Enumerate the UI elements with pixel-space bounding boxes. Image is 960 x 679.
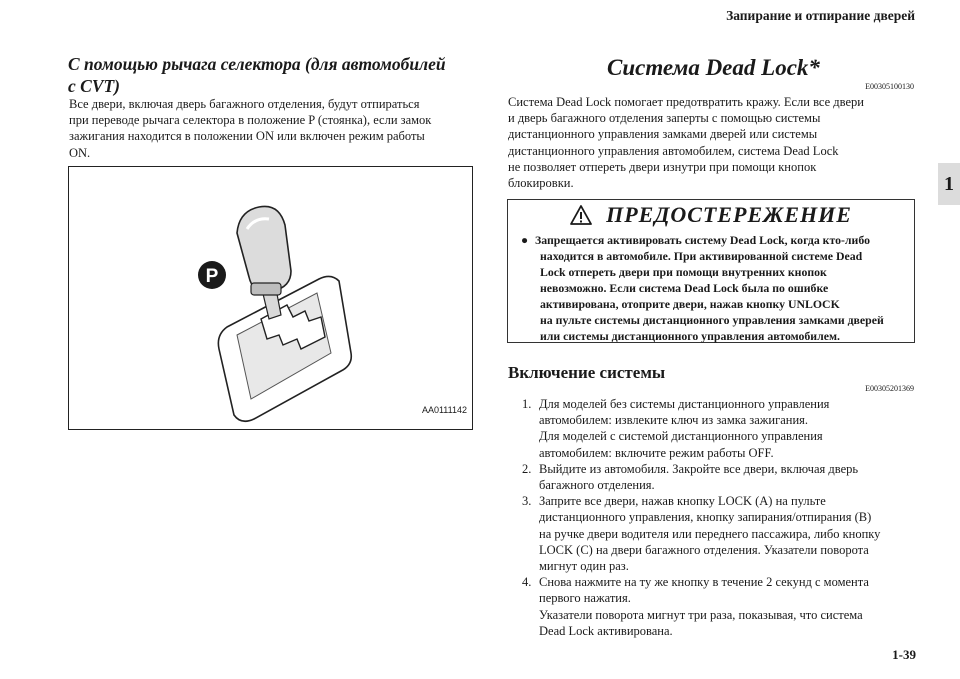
- text-line: Выйдите из автомобиля. Закройте все двери, включая дверь: [539, 461, 859, 476]
- section-title-dead-lock: Система Dead Lock*: [607, 55, 820, 80]
- chapter-tab: 1: [938, 163, 960, 205]
- dead-lock-paragraph: [508, 94, 918, 191]
- section-code: E00305100130: [865, 82, 914, 91]
- step-number: 1.: [522, 397, 532, 411]
- text-line: Заприте все двери, нажав кнопку LOCK (A) на пульте: [539, 494, 826, 509]
- warning-line: активирована, отоприте двери, нажав кнопку UNLOCK: [540, 297, 840, 311]
- warning-box: [507, 199, 915, 343]
- step-number: 3.: [522, 494, 532, 509]
- heading-line: с CVT): [68, 76, 121, 96]
- text-line: Указатели поворота мигнут три раза, показывая, что система: [539, 607, 863, 622]
- warning-line: невозможно. Если система Dead Lock была по ошибке: [540, 281, 829, 295]
- text-line: автомобилем: извлеките ключ из замка зажигания.: [539, 413, 809, 428]
- text-line: Снова нажмите на ту же кнопку в течение 2 секунд с момента: [539, 575, 869, 590]
- warning-triangle-icon: [570, 205, 592, 225]
- text-line: блокировки.: [508, 176, 574, 191]
- text-line: Для моделей с системой дистанционного управления: [539, 429, 823, 444]
- text-line: Для моделей без системы дистанционного управления: [539, 397, 830, 411]
- step-number: 4.: [522, 575, 532, 590]
- text-line: зажигания находится в положении ON или включен режим работы: [69, 129, 425, 144]
- text-line: багажного отделения.: [539, 478, 655, 493]
- p-label: P: [205, 266, 219, 287]
- list-item: [522, 574, 922, 639]
- step-text: [539, 574, 869, 639]
- text-line: Все двери, включая дверь багажного отделения, будут отпираться: [69, 97, 420, 111]
- text-line: дистанционного управления замками дверей или системы: [508, 127, 818, 142]
- step-number: 2.: [522, 461, 532, 476]
- text-line: дистанционного управления, кнопку запирания/отпирания (B): [539, 510, 872, 525]
- selector-lever-figure: [68, 166, 473, 430]
- section-heading-cvt: [68, 53, 468, 97]
- text-line: на ручке двери водителя или переднего пассажира, либо кнопку: [539, 526, 881, 541]
- cvt-paragraph: [69, 96, 469, 161]
- step-text: [539, 396, 829, 461]
- text-line: первого нажатия.: [539, 591, 631, 606]
- warning-line: [521, 232, 906, 248]
- warning-line: на пульте системы дистанционного управления замками дверей: [540, 313, 884, 327]
- text-line: при переводе рычага селектора в положение P (стоянка), если замок: [69, 113, 432, 128]
- warning-line: или системы дистанционного управления автомобилем.: [540, 329, 840, 343]
- warning-line-text: Запрещается активировать систему Dead Lock, когда кто-либо: [535, 233, 870, 247]
- page-number: 1-39: [892, 647, 916, 662]
- text-line: Dead Lock активирована.: [539, 623, 673, 638]
- list-item: [522, 493, 922, 574]
- subheading-enable-system: Включение системы: [508, 363, 666, 382]
- warning-line: находится в автомобиле. При активированной системе Dead: [540, 249, 863, 263]
- text-line: не позволяет отпереть двери изнутри при помощи кнопок: [508, 159, 817, 174]
- step-text: [539, 493, 880, 574]
- warning-header: [508, 200, 914, 230]
- text-line: ON.: [69, 145, 91, 160]
- text-line: Система Dead Lock помогает предотвратить кражу. Если все двери: [508, 95, 864, 109]
- warning-text: [521, 232, 906, 344]
- warning-line: Lock отпереть двери при помощи внутренних кнопок: [540, 265, 827, 279]
- text-line: мигнут один раз.: [539, 559, 629, 574]
- steps-list: [522, 396, 922, 639]
- heading-line: С помощью рычага селектора (для автомобилей: [68, 54, 446, 74]
- text-line: дистанционного управления автомобилем, система Dead Lock: [508, 143, 839, 158]
- step-text: [539, 461, 858, 493]
- text-line: и дверь багажного отделения заперты с помощью системы: [508, 111, 821, 126]
- figure-code: AA0111142: [421, 405, 467, 415]
- text-line: LOCK (C) на двери багажного отделения. Указатели поворота: [539, 542, 869, 557]
- running-header: Запирание и отпирание дверей: [726, 8, 915, 23]
- warning-title: ПРЕДОСТЕРЕЖЕНИЕ: [606, 202, 852, 227]
- list-item: [522, 396, 922, 461]
- bullet-icon: ●: [521, 233, 529, 247]
- list-item: [522, 461, 922, 493]
- text-line: автомобилем: включите режим работы OFF.: [539, 445, 774, 460]
- selector-lever-illustration: [69, 167, 472, 429]
- subsection-code: E00305201369: [865, 384, 914, 393]
